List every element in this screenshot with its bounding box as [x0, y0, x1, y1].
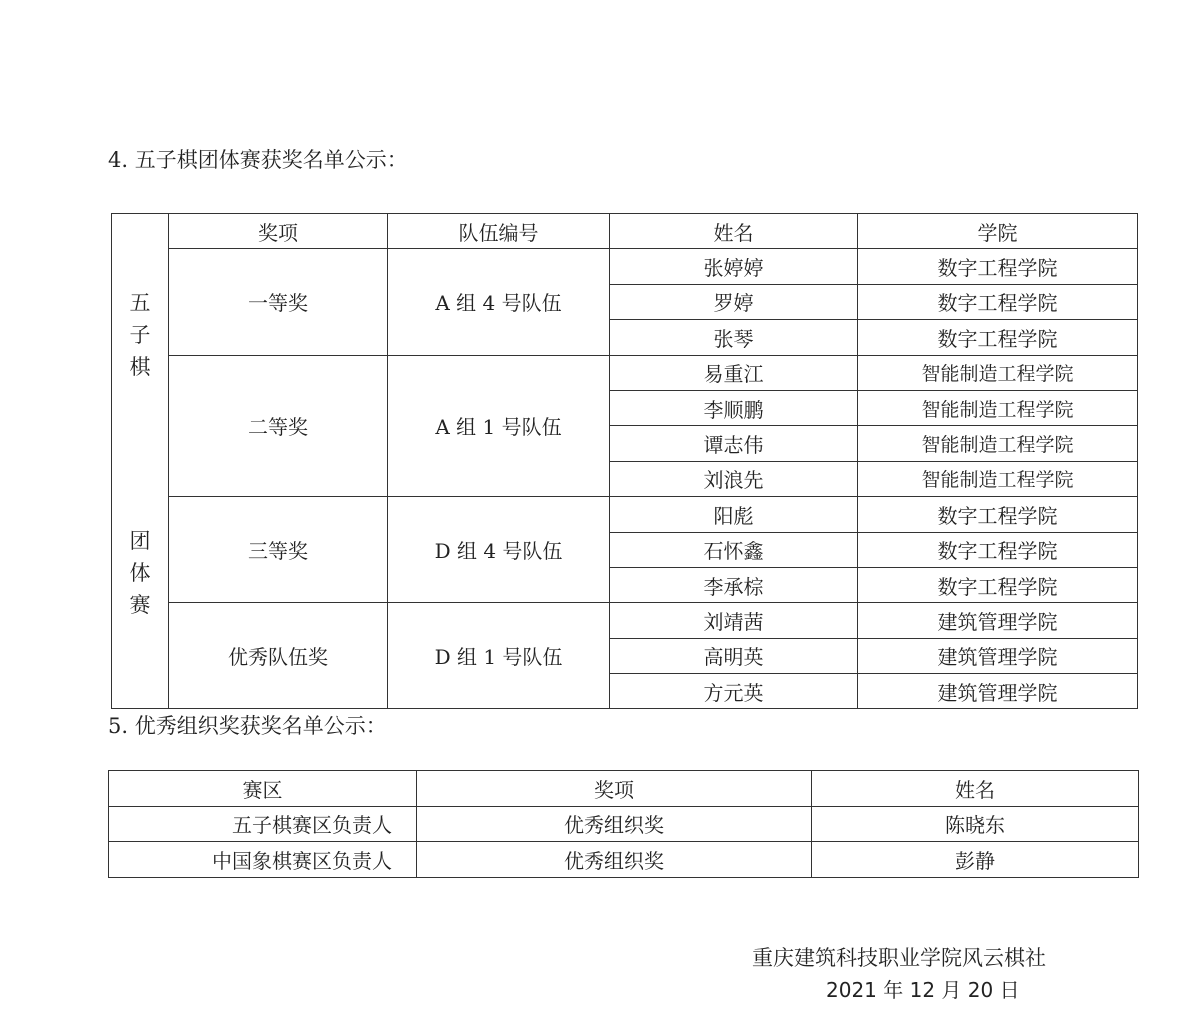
signature-date: 2021 年 12 月 20 日 — [826, 978, 1020, 1002]
table-row — [112, 603, 1138, 638]
team-cell: A 组 4 号队伍 — [388, 249, 610, 355]
group-label-char: 子 — [129, 323, 151, 347]
member-college: 智能制造工程学院 — [858, 390, 1138, 425]
member-name: 阳彪 — [610, 497, 858, 532]
header-award: 奖项 — [417, 771, 812, 807]
member-college: 数字工程学院 — [858, 567, 1138, 602]
group-label-char: 五 — [129, 291, 151, 315]
member-college: 智能制造工程学院 — [858, 426, 1138, 461]
group-label-cell — [112, 214, 169, 709]
table-header-row — [109, 771, 1139, 807]
award-cell: 一等奖 — [169, 249, 388, 355]
member-name: 刘靖茜 — [610, 603, 858, 638]
award-cell: 二等奖 — [169, 355, 388, 497]
award-cell: 三等奖 — [169, 497, 388, 603]
signature-organization: 重庆建筑科技职业学院风云棋社 — [752, 946, 1046, 970]
group-label-char: 棋 — [129, 355, 151, 379]
organization-awards-table — [108, 770, 1139, 878]
member-name: 方元英 — [610, 674, 858, 709]
table-row — [112, 249, 1138, 284]
header-name: 姓名 — [610, 214, 858, 249]
group-label-char: 体 — [129, 561, 151, 585]
member-college: 数字工程学院 — [858, 249, 1138, 284]
table-row — [112, 355, 1138, 390]
member-name: 易重江 — [610, 355, 858, 390]
award-cell: 优秀队伍奖 — [169, 603, 388, 709]
header-college: 学院 — [858, 214, 1138, 249]
region-cell: 中国象棋赛区负责人 — [109, 842, 417, 878]
member-college: 建筑管理学院 — [858, 603, 1138, 638]
member-college: 数字工程学院 — [858, 320, 1138, 355]
group-label-char: 赛 — [129, 593, 151, 617]
table-row — [109, 842, 1139, 878]
header-award: 奖项 — [169, 214, 388, 249]
team-cell: D 组 1 号队伍 — [388, 603, 610, 709]
header-team: 队伍编号 — [388, 214, 610, 249]
member-name: 李承棕 — [610, 567, 858, 602]
award-cell: 优秀组织奖 — [417, 806, 812, 842]
header-name: 姓名 — [812, 771, 1139, 807]
member-name: 罗婷 — [610, 284, 858, 319]
member-college: 数字工程学院 — [858, 497, 1138, 532]
member-name: 张琴 — [610, 320, 858, 355]
member-name: 李顺鹏 — [610, 390, 858, 425]
member-name: 谭志伟 — [610, 426, 858, 461]
member-name: 高明英 — [610, 638, 858, 673]
member-college: 智能制造工程学院 — [858, 355, 1138, 390]
member-college: 数字工程学院 — [858, 532, 1138, 567]
member-name: 石怀鑫 — [610, 532, 858, 567]
team-cell: A 组 1 号队伍 — [388, 355, 610, 497]
group-label-char: 团 — [129, 529, 151, 553]
section-4-heading: 4. 五子棋团体赛获奖名单公示： — [108, 148, 408, 172]
name-cell: 陈晓东 — [812, 806, 1139, 842]
member-name: 刘浪先 — [610, 461, 858, 496]
table-row — [112, 497, 1138, 532]
team-cell: D 组 4 号队伍 — [388, 497, 610, 603]
header-region: 赛区 — [109, 771, 417, 807]
gomoku-team-awards-table — [111, 213, 1138, 709]
award-cell: 优秀组织奖 — [417, 842, 812, 878]
member-college: 建筑管理学院 — [858, 674, 1138, 709]
member-name: 张婷婷 — [610, 249, 858, 284]
member-college: 智能制造工程学院 — [858, 461, 1138, 496]
table-header-row — [112, 214, 1138, 249]
member-college: 建筑管理学院 — [858, 638, 1138, 673]
section-5-heading: 5. 优秀组织奖获奖名单公示： — [108, 714, 387, 738]
table-row — [109, 806, 1139, 842]
member-college: 数字工程学院 — [858, 284, 1138, 319]
region-cell: 五子棋赛区负责人 — [109, 806, 417, 842]
name-cell: 彭静 — [812, 842, 1139, 878]
